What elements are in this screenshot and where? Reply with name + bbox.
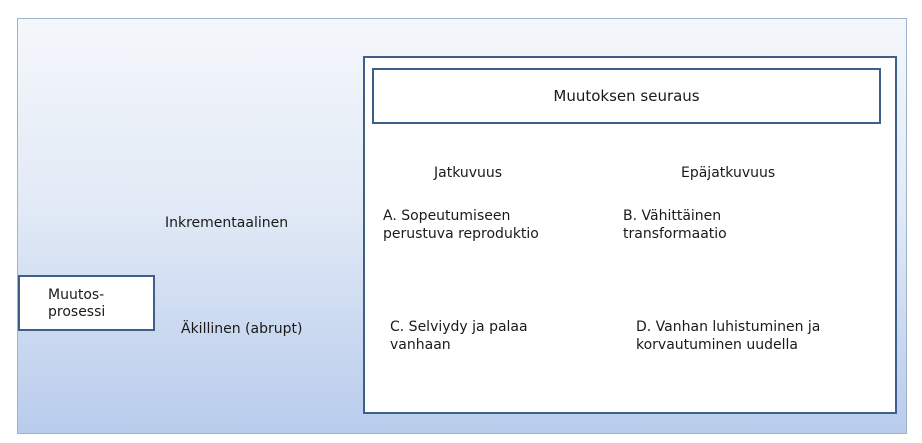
cell-d-line1: D. Vanhan luhistuminen ja	[636, 319, 821, 335]
cell-a-line1: A. Sopeutumiseen	[383, 208, 511, 224]
process-label-line2: prosessi	[48, 304, 106, 320]
outcome-header-box	[372, 68, 881, 124]
cell-c-line2: vanhaan	[390, 337, 451, 353]
cell-c-line1: C. Selviydy ja palaa	[390, 319, 528, 335]
cell-a-line2: perustuva reproduktio	[383, 226, 539, 242]
column-label-continuity: Jatkuvuus	[434, 165, 503, 181]
cell-d-line2: korvautuminen uudella	[636, 337, 798, 353]
cell-b-line2: transformaatio	[623, 226, 727, 242]
cell-d	[636, 318, 820, 354]
cell-b-line1: B. Vähittäinen	[623, 208, 722, 224]
process-box	[18, 275, 155, 331]
row-label-abrupt: Äkillinen (abrupt)	[181, 321, 303, 337]
cell-b	[623, 207, 727, 243]
outcome-header-label: Muutoksen seuraus	[553, 87, 700, 105]
cell-a	[383, 207, 539, 243]
column-label-discontinuity: Epäjatkuvuus	[681, 165, 776, 181]
process-label-line1: Muutos-	[48, 287, 105, 303]
row-label-incremental: Inkrementaalinen	[165, 215, 289, 231]
cell-c	[390, 318, 528, 354]
